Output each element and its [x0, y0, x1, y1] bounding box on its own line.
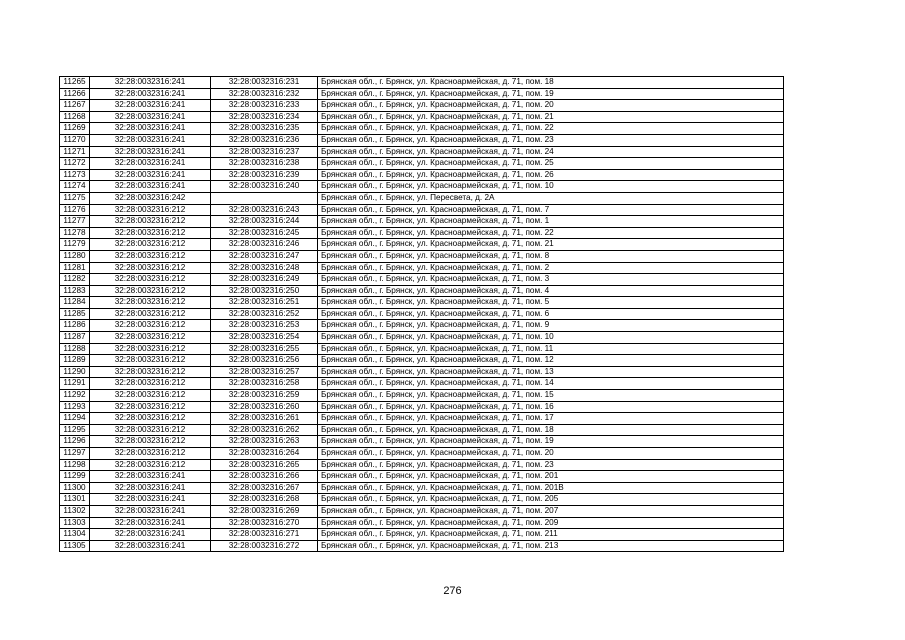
row-number-cell: 11295 — [60, 424, 90, 436]
cadastral-number-cell: 32:28:0032316:257 — [211, 366, 318, 378]
address-cell: Брянская обл., г. Брянск, ул. Красноармейская, д. 71, пом. 9 — [318, 320, 784, 332]
parent-cadastral-number-cell: 32:28:0032316:242 — [90, 192, 211, 204]
address-cell: Брянская обл., г. Брянск, ул. Красноармейская, д. 71, пом. 8 — [318, 250, 784, 262]
table-row — [60, 204, 784, 216]
cadastral-number-cell: 32:28:0032316:270 — [211, 517, 318, 529]
parent-cadastral-number-cell: 32:28:0032316:241 — [90, 111, 211, 123]
parent-cadastral-number-cell: 32:28:0032316:212 — [90, 227, 211, 239]
row-number-cell: 11271 — [60, 146, 90, 158]
address-cell: Брянская обл., г. Брянск, ул. Красноармейская, д. 71, пом. 21 — [318, 239, 784, 251]
address-cell: Брянская обл., г. Брянск, ул. Красноармейская, д. 71, пом. 16 — [318, 401, 784, 413]
address-cell: Брянская обл., г. Брянск, ул. Красноармейская, д. 71, пом. 2 — [318, 262, 784, 274]
row-number-cell: 11285 — [60, 308, 90, 320]
table-row — [60, 424, 784, 436]
parent-cadastral-number-cell: 32:28:0032316:212 — [90, 274, 211, 286]
parent-cadastral-number-cell: 32:28:0032316:241 — [90, 471, 211, 483]
parent-cadastral-number-cell: 32:28:0032316:241 — [90, 158, 211, 170]
address-cell: Брянская обл., г. Брянск, ул. Красноармейская, д. 71, пом. 6 — [318, 308, 784, 320]
table-row — [60, 146, 784, 158]
parent-cadastral-number-cell: 32:28:0032316:212 — [90, 401, 211, 413]
parent-cadastral-number-cell: 32:28:0032316:241 — [90, 517, 211, 529]
cadastral-number-cell: 32:28:0032316:256 — [211, 355, 318, 367]
table-row — [60, 459, 784, 471]
row-number-cell: 11299 — [60, 471, 90, 483]
address-cell: Брянская обл., г. Брянск, ул. Красноармейская, д. 71, пом. 25 — [318, 158, 784, 170]
page-number: 276 — [443, 585, 462, 597]
table-row — [60, 308, 784, 320]
row-number-cell: 11301 — [60, 494, 90, 506]
parent-cadastral-number-cell: 32:28:0032316:241 — [90, 181, 211, 193]
cadastral-number-cell: 32:28:0032316:268 — [211, 494, 318, 506]
cadastral-number-cell: 32:28:0032316:254 — [211, 332, 318, 344]
parent-cadastral-number-cell: 32:28:0032316:241 — [90, 123, 211, 135]
row-number-cell: 11280 — [60, 250, 90, 262]
table-row — [60, 401, 784, 413]
table-row — [60, 413, 784, 425]
cadastral-number-cell: 32:28:0032316:250 — [211, 285, 318, 297]
table-row — [60, 540, 784, 552]
table-row — [60, 343, 784, 355]
table-row — [60, 366, 784, 378]
parent-cadastral-number-cell: 32:28:0032316:212 — [90, 448, 211, 460]
cadastral-number-cell: 32:28:0032316:247 — [211, 250, 318, 262]
address-cell: Брянская обл., г. Брянск, ул. Красноармейская, д. 71, пом. 15 — [318, 390, 784, 402]
address-cell: Брянская обл., г. Брянск, ул. Красноармейская, д. 71, пом. 201В — [318, 482, 784, 494]
parent-cadastral-number-cell: 32:28:0032316:212 — [90, 308, 211, 320]
row-number-cell: 11281 — [60, 262, 90, 274]
address-cell: Брянская обл., г. Брянск, ул. Красноармейская, д. 71, пом. 5 — [318, 297, 784, 309]
address-cell: Брянская обл., г. Брянск, ул. Красноармейская, д. 71, пом. 207 — [318, 505, 784, 517]
table-row — [60, 88, 784, 100]
address-cell: Брянская обл., г. Брянск, ул. Красноармейская, д. 71, пом. 1 — [318, 216, 784, 228]
address-cell: Брянская обл., г. Брянск, ул. Красноармейская, д. 71, пом. 19 — [318, 436, 784, 448]
row-number-cell: 11269 — [60, 123, 90, 135]
address-cell: Брянская обл., г. Брянск, ул. Красноармейская, д. 71, пом. 14 — [318, 378, 784, 390]
parent-cadastral-number-cell: 32:28:0032316:212 — [90, 378, 211, 390]
row-number-cell: 11270 — [60, 134, 90, 146]
table-row — [60, 285, 784, 297]
cadastral-number-cell: 32:28:0032316:262 — [211, 424, 318, 436]
row-number-cell: 11283 — [60, 285, 90, 297]
table-row — [60, 192, 784, 204]
address-cell: Брянская обл., г. Брянск, ул. Красноармейская, д. 71, пом. 26 — [318, 169, 784, 181]
parent-cadastral-number-cell: 32:28:0032316:212 — [90, 216, 211, 228]
parent-cadastral-number-cell: 32:28:0032316:212 — [90, 332, 211, 344]
parent-cadastral-number-cell: 32:28:0032316:241 — [90, 88, 211, 100]
parent-cadastral-number-cell: 32:28:0032316:241 — [90, 134, 211, 146]
address-cell: Брянская обл., г. Брянск, ул. Красноармейская, д. 71, пом. 17 — [318, 413, 784, 425]
row-number-cell: 11303 — [60, 517, 90, 529]
cadastral-number-cell: 32:28:0032316:249 — [211, 274, 318, 286]
row-number-cell: 11266 — [60, 88, 90, 100]
row-number-cell: 11278 — [60, 227, 90, 239]
cadastral-number-cell: 32:28:0032316:236 — [211, 134, 318, 146]
address-cell: Брянская обл., г. Брянск, ул. Красноармейская, д. 71, пом. 18 — [318, 77, 784, 89]
parent-cadastral-number-cell: 32:28:0032316:212 — [90, 413, 211, 425]
address-cell: Брянская обл., г. Брянск, ул. Красноармейская, д. 71, пом. 22 — [318, 123, 784, 135]
table-row — [60, 505, 784, 517]
cadastral-number-cell: 32:28:0032316:261 — [211, 413, 318, 425]
address-cell: Брянская обл., г. Брянск, ул. Красноармейская, д. 71, пом. 201 — [318, 471, 784, 483]
address-cell: Брянская обл., г. Брянск, ул. Красноармейская, д. 71, пом. 21 — [318, 111, 784, 123]
cadastral-number-cell: 32:28:0032316:260 — [211, 401, 318, 413]
table-row — [60, 216, 784, 228]
row-number-cell: 11272 — [60, 158, 90, 170]
row-number-cell: 11300 — [60, 482, 90, 494]
parent-cadastral-number-cell: 32:28:0032316:241 — [90, 482, 211, 494]
table-row — [60, 169, 784, 181]
registry-table — [59, 76, 784, 552]
cadastral-number-cell: 32:28:0032316:267 — [211, 482, 318, 494]
cadastral-number-cell: 32:28:0032316:258 — [211, 378, 318, 390]
cadastral-number-cell: 32:28:0032316:237 — [211, 146, 318, 158]
parent-cadastral-number-cell: 32:28:0032316:241 — [90, 494, 211, 506]
row-number-cell: 11288 — [60, 343, 90, 355]
cadastral-number-cell: 32:28:0032316:244 — [211, 216, 318, 228]
row-number-cell: 11284 — [60, 297, 90, 309]
row-number-cell: 11304 — [60, 529, 90, 541]
address-cell: Брянская обл., г. Брянск, ул. Красноармейская, д. 71, пом. 4 — [318, 285, 784, 297]
row-number-cell: 11275 — [60, 192, 90, 204]
parent-cadastral-number-cell: 32:28:0032316:212 — [90, 262, 211, 274]
parent-cadastral-number-cell: 32:28:0032316:241 — [90, 529, 211, 541]
row-number-cell: 11276 — [60, 204, 90, 216]
cadastral-number-cell: 32:28:0032316:245 — [211, 227, 318, 239]
table-row — [60, 320, 784, 332]
row-number-cell: 11279 — [60, 239, 90, 251]
address-cell: Брянская обл., г. Брянск, ул. Красноармейская, д. 71, пом. 10 — [318, 181, 784, 193]
row-number-cell: 11287 — [60, 332, 90, 344]
parent-cadastral-number-cell: 32:28:0032316:212 — [90, 436, 211, 448]
registry-table-body — [60, 77, 784, 552]
table-row — [60, 77, 784, 89]
table-row — [60, 482, 784, 494]
parent-cadastral-number-cell: 32:28:0032316:241 — [90, 77, 211, 89]
parent-cadastral-number-cell: 32:28:0032316:212 — [90, 424, 211, 436]
address-cell: Брянская обл., г. Брянск, ул. Красноармейская, д. 71, пом. 20 — [318, 100, 784, 112]
table-row — [60, 390, 784, 402]
parent-cadastral-number-cell: 32:28:0032316:212 — [90, 366, 211, 378]
row-number-cell: 11296 — [60, 436, 90, 448]
table-row — [60, 378, 784, 390]
cadastral-number-cell: 32:28:0032316:253 — [211, 320, 318, 332]
table-row — [60, 471, 784, 483]
row-number-cell: 11268 — [60, 111, 90, 123]
address-cell: Брянская обл., г. Брянск, ул. Красноармейская, д. 71, пом. 205 — [318, 494, 784, 506]
cadastral-number-cell: 32:28:0032316:252 — [211, 308, 318, 320]
cadastral-number-cell: 32:28:0032316:239 — [211, 169, 318, 181]
address-cell: Брянская обл., г. Брянск, ул. Красноармейская, д. 71, пом. 209 — [318, 517, 784, 529]
table-row — [60, 355, 784, 367]
table-row — [60, 529, 784, 541]
parent-cadastral-number-cell: 32:28:0032316:212 — [90, 204, 211, 216]
address-cell: Брянская обл., г. Брянск, ул. Красноармейская, д. 71, пом. 7 — [318, 204, 784, 216]
parent-cadastral-number-cell: 32:28:0032316:241 — [90, 505, 211, 517]
row-number-cell: 11286 — [60, 320, 90, 332]
table-row — [60, 111, 784, 123]
address-cell: Брянская обл., г. Брянск, ул. Красноармейская, д. 71, пом. 213 — [318, 540, 784, 552]
parent-cadastral-number-cell: 32:28:0032316:212 — [90, 285, 211, 297]
table-row — [60, 123, 784, 135]
cadastral-number-cell: 32:28:0032316:246 — [211, 239, 318, 251]
cadastral-number-cell: 32:28:0032316:234 — [211, 111, 318, 123]
table-row — [60, 448, 784, 460]
address-cell: Брянская обл., г. Брянск, ул. Красноармейская, д. 71, пом. 23 — [318, 459, 784, 471]
table-row — [60, 158, 784, 170]
parent-cadastral-number-cell: 32:28:0032316:241 — [90, 169, 211, 181]
cadastral-number-cell: 32:28:0032316:240 — [211, 181, 318, 193]
cadastral-number-cell: 32:28:0032316:251 — [211, 297, 318, 309]
table-row — [60, 181, 784, 193]
address-cell: Брянская обл., г. Брянск, ул. Красноармейская, д. 71, пом. 24 — [318, 146, 784, 158]
cadastral-number-cell: 32:28:0032316:232 — [211, 88, 318, 100]
row-number-cell: 11305 — [60, 540, 90, 552]
parent-cadastral-number-cell: 32:28:0032316:212 — [90, 297, 211, 309]
row-number-cell: 11302 — [60, 505, 90, 517]
row-number-cell: 11282 — [60, 274, 90, 286]
parent-cadastral-number-cell: 32:28:0032316:212 — [90, 390, 211, 402]
cadastral-number-cell: 32:28:0032316:272 — [211, 540, 318, 552]
parent-cadastral-number-cell: 32:28:0032316:212 — [90, 320, 211, 332]
parent-cadastral-number-cell: 32:28:0032316:212 — [90, 343, 211, 355]
parent-cadastral-number-cell: 32:28:0032316:212 — [90, 250, 211, 262]
cadastral-number-cell — [211, 192, 318, 204]
cadastral-number-cell: 32:28:0032316:263 — [211, 436, 318, 448]
table-row — [60, 436, 784, 448]
table-row — [60, 239, 784, 251]
table-row — [60, 297, 784, 309]
row-number-cell: 11291 — [60, 378, 90, 390]
cadastral-number-cell: 32:28:0032316:264 — [211, 448, 318, 460]
cadastral-number-cell: 32:28:0032316:269 — [211, 505, 318, 517]
parent-cadastral-number-cell: 32:28:0032316:241 — [90, 540, 211, 552]
parent-cadastral-number-cell: 32:28:0032316:212 — [90, 459, 211, 471]
row-number-cell: 11294 — [60, 413, 90, 425]
row-number-cell: 11293 — [60, 401, 90, 413]
address-cell: Брянская обл., г. Брянск, ул. Красноармейская, д. 71, пом. 12 — [318, 355, 784, 367]
cadastral-number-cell: 32:28:0032316:231 — [211, 77, 318, 89]
address-cell: Брянская обл., г. Брянск, ул. Красноармейская, д. 71, пом. 23 — [318, 134, 784, 146]
address-cell: Брянская обл., г. Брянск, ул. Красноармейская, д. 71, пом. 211 — [318, 529, 784, 541]
table-row — [60, 517, 784, 529]
parent-cadastral-number-cell: 32:28:0032316:241 — [90, 146, 211, 158]
table-row — [60, 494, 784, 506]
row-number-cell: 11298 — [60, 459, 90, 471]
parent-cadastral-number-cell: 32:28:0032316:212 — [90, 239, 211, 251]
table-row — [60, 274, 784, 286]
address-cell: Брянская обл., г. Брянск, ул. Красноармейская, д. 71, пом. 11 — [318, 343, 784, 355]
table-row — [60, 100, 784, 112]
cadastral-number-cell: 32:28:0032316:248 — [211, 262, 318, 274]
row-number-cell: 11290 — [60, 366, 90, 378]
cadastral-number-cell: 32:28:0032316:243 — [211, 204, 318, 216]
cadastral-number-cell: 32:28:0032316:235 — [211, 123, 318, 135]
parent-cadastral-number-cell: 32:28:0032316:241 — [90, 100, 211, 112]
cadastral-number-cell: 32:28:0032316:259 — [211, 390, 318, 402]
cadastral-number-cell: 32:28:0032316:255 — [211, 343, 318, 355]
row-number-cell: 11292 — [60, 390, 90, 402]
row-number-cell: 11267 — [60, 100, 90, 112]
address-cell: Брянская обл., г. Брянск, ул. Красноармейская, д. 71, пом. 13 — [318, 366, 784, 378]
address-cell: Брянская обл., г. Брянск, ул. Пересвета, д. 2А — [318, 192, 784, 204]
row-number-cell: 11265 — [60, 77, 90, 89]
table-row — [60, 250, 784, 262]
table-row — [60, 227, 784, 239]
row-number-cell: 11277 — [60, 216, 90, 228]
cadastral-number-cell: 32:28:0032316:265 — [211, 459, 318, 471]
cadastral-number-cell: 32:28:0032316:266 — [211, 471, 318, 483]
cadastral-number-cell: 32:28:0032316:238 — [211, 158, 318, 170]
table-row — [60, 134, 784, 146]
cadastral-number-cell: 32:28:0032316:271 — [211, 529, 318, 541]
row-number-cell: 11297 — [60, 448, 90, 460]
table-row — [60, 332, 784, 344]
table-row — [60, 262, 784, 274]
address-cell: Брянская обл., г. Брянск, ул. Красноармейская, д. 71, пом. 19 — [318, 88, 784, 100]
parent-cadastral-number-cell: 32:28:0032316:212 — [90, 355, 211, 367]
address-cell: Брянская обл., г. Брянск, ул. Красноармейская, д. 71, пом. 20 — [318, 448, 784, 460]
row-number-cell: 11274 — [60, 181, 90, 193]
row-number-cell: 11273 — [60, 169, 90, 181]
address-cell: Брянская обл., г. Брянск, ул. Красноармейская, д. 71, пом. 3 — [318, 274, 784, 286]
address-cell: Брянская обл., г. Брянск, ул. Красноармейская, д. 71, пом. 22 — [318, 227, 784, 239]
cadastral-number-cell: 32:28:0032316:233 — [211, 100, 318, 112]
row-number-cell: 11289 — [60, 355, 90, 367]
address-cell: Брянская обл., г. Брянск, ул. Красноармейская, д. 71, пом. 18 — [318, 424, 784, 436]
address-cell: Брянская обл., г. Брянск, ул. Красноармейская, д. 71, пом. 10 — [318, 332, 784, 344]
